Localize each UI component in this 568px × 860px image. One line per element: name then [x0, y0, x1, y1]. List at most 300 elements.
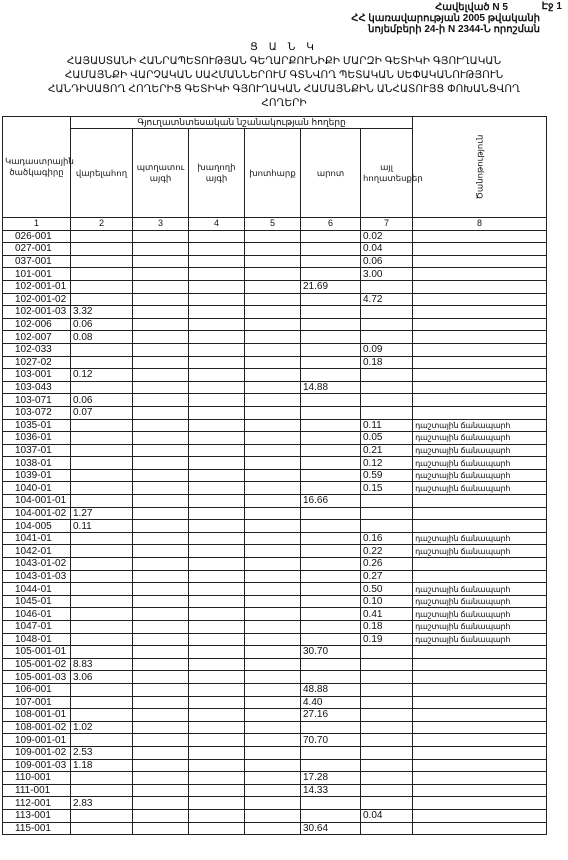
other-land-value	[361, 683, 413, 696]
column-number: 3	[133, 218, 189, 231]
vineyard-value	[189, 759, 245, 772]
orchard-value	[133, 595, 189, 608]
header-pasture: արոտ	[301, 129, 361, 218]
other-land-value: 0.41	[361, 608, 413, 621]
arable-value	[71, 570, 133, 583]
other-land-value: 0.26	[361, 558, 413, 571]
cadastral-code: 1047-01	[3, 621, 71, 634]
orchard-value	[133, 570, 189, 583]
table-row	[3, 583, 547, 596]
table-row	[3, 759, 547, 772]
header-orchard: պտղատու այգի	[133, 129, 189, 218]
pasture-value: 21.69	[301, 280, 361, 293]
table-row	[3, 734, 547, 747]
hayfield-value	[245, 369, 301, 382]
header-group: Գյուղատնտեսական նշանակության հողերը	[71, 117, 413, 129]
vineyard-value	[189, 230, 245, 243]
arable-value: 3.32	[71, 306, 133, 319]
arable-value	[71, 268, 133, 281]
pasture-value	[301, 406, 361, 419]
other-land-value	[361, 696, 413, 709]
table-row	[3, 469, 547, 482]
orchard-value	[133, 356, 189, 369]
cadastral-code: 105-001-01	[3, 646, 71, 659]
vineyard-value	[189, 595, 245, 608]
other-land-value	[361, 772, 413, 785]
hayfield-value	[245, 721, 301, 734]
note-value	[413, 784, 547, 797]
arable-value	[71, 683, 133, 696]
note-value	[413, 343, 547, 356]
table-row	[3, 671, 547, 684]
pasture-value	[301, 394, 361, 407]
cadastral-code: 1045-01	[3, 595, 71, 608]
table-row	[3, 482, 547, 495]
orchard-value	[133, 318, 189, 331]
table-row	[3, 495, 547, 508]
note-value	[413, 646, 547, 659]
other-land-value: 0.21	[361, 444, 413, 457]
vineyard-value	[189, 318, 245, 331]
vineyard-value	[189, 243, 245, 256]
orchard-value	[133, 583, 189, 596]
arable-value	[71, 255, 133, 268]
pasture-value	[301, 746, 361, 759]
arable-value: 1.02	[71, 721, 133, 734]
pasture-value	[301, 532, 361, 545]
orchard-value	[133, 746, 189, 759]
title-line-3: ՀԱՆԴԻՍԱՑՈՂ ՀՈՂԵՐԻՑ ԳԵՏԻԿԻ ԳՅՈՒՂԱԿԱՆ ՀԱՄԱՅՆՔԻՆ ԱՆՀԱՏՈՒՅՑ ՓՈԽԱՆՑՎՈՂ	[48, 83, 520, 95]
table-body	[3, 230, 547, 835]
cadastral-code: 104-005	[3, 520, 71, 533]
other-land-value	[361, 671, 413, 684]
other-land-value	[361, 797, 413, 810]
other-land-value: 0.16	[361, 532, 413, 545]
vineyard-value	[189, 381, 245, 394]
arable-value: 0.11	[71, 520, 133, 533]
other-land-value: 0.11	[361, 419, 413, 432]
header-hayfield: խոտհարք	[245, 129, 301, 218]
table-row	[3, 520, 547, 533]
table-row	[3, 809, 547, 822]
note-value	[413, 746, 547, 759]
hayfield-value	[245, 495, 301, 508]
table-row	[3, 683, 547, 696]
vineyard-value	[189, 255, 245, 268]
orchard-value	[133, 759, 189, 772]
note-value	[413, 369, 547, 382]
table-row	[3, 406, 547, 419]
vineyard-value	[189, 293, 245, 306]
vineyard-value	[189, 583, 245, 596]
note-value	[413, 280, 547, 293]
pasture-value: 14.88	[301, 381, 361, 394]
cadastral-code: 1038-01	[3, 457, 71, 470]
hayfield-value	[245, 230, 301, 243]
orchard-value	[133, 671, 189, 684]
column-number: 4	[189, 218, 245, 231]
pasture-value	[301, 507, 361, 520]
arable-value	[71, 444, 133, 457]
hayfield-value	[245, 734, 301, 747]
hayfield-value	[245, 293, 301, 306]
other-land-value	[361, 759, 413, 772]
hayfield-value	[245, 797, 301, 810]
column-number: 8	[413, 218, 547, 231]
pasture-value	[301, 482, 361, 495]
other-land-value	[361, 318, 413, 331]
arable-value	[71, 646, 133, 659]
vineyard-value	[189, 734, 245, 747]
vineyard-value	[189, 444, 245, 457]
orchard-value	[133, 293, 189, 306]
hayfield-value	[245, 746, 301, 759]
note-value	[413, 495, 547, 508]
pasture-value	[301, 432, 361, 445]
pasture-value	[301, 318, 361, 331]
note-value	[413, 570, 547, 583]
orchard-value	[133, 243, 189, 256]
hayfield-value	[245, 646, 301, 659]
arable-value	[71, 583, 133, 596]
hayfield-value	[245, 658, 301, 671]
orchard-value	[133, 306, 189, 319]
other-land-value	[361, 822, 413, 835]
pasture-value: 16.66	[301, 495, 361, 508]
pasture-value	[301, 583, 361, 596]
note-value	[413, 759, 547, 772]
other-land-value: 0.18	[361, 621, 413, 634]
cadastral-code: 101-001	[3, 268, 71, 281]
vineyard-value	[189, 495, 245, 508]
hayfield-value	[245, 306, 301, 319]
hayfield-value	[245, 432, 301, 445]
note-value	[413, 709, 547, 722]
other-land-value	[361, 646, 413, 659]
arable-value: 2.53	[71, 746, 133, 759]
vineyard-value	[189, 784, 245, 797]
cadastral-code: 1027-02	[3, 356, 71, 369]
note-value	[413, 772, 547, 785]
hayfield-value	[245, 822, 301, 835]
table-row	[3, 507, 547, 520]
appendix-number: Հավելված N 5	[435, 2, 508, 13]
note-value: դաշտային ճանապարհ	[413, 444, 547, 457]
appendix-decision: նոյեմբերի 24-ի N 2344-Ն որոշման	[368, 24, 540, 35]
table-row	[3, 633, 547, 646]
note-value	[413, 809, 547, 822]
table-row	[3, 696, 547, 709]
hayfield-value	[245, 280, 301, 293]
vineyard-value	[189, 683, 245, 696]
header-other: այլ հողատեսքեր	[361, 129, 413, 218]
cadastral-code: 1039-01	[3, 469, 71, 482]
pasture-value	[301, 469, 361, 482]
other-land-value: 0.02	[361, 230, 413, 243]
pasture-value	[301, 633, 361, 646]
vineyard-value	[189, 469, 245, 482]
arable-value	[71, 608, 133, 621]
other-land-value	[361, 331, 413, 344]
cadastral-code: 027-001	[3, 243, 71, 256]
other-land-value	[361, 495, 413, 508]
note-value: դաշտային ճանապարհ	[413, 633, 547, 646]
orchard-value	[133, 608, 189, 621]
arable-value	[71, 784, 133, 797]
table-row	[3, 306, 547, 319]
cadastral-code: 1041-01	[3, 532, 71, 545]
other-land-value: 0.15	[361, 482, 413, 495]
vineyard-value	[189, 633, 245, 646]
pasture-value	[301, 759, 361, 772]
hayfield-value	[245, 772, 301, 785]
cadastral-code: 1044-01	[3, 583, 71, 596]
cadastral-code: 112-001	[3, 797, 71, 810]
pasture-value: 17.28	[301, 772, 361, 785]
other-land-value	[361, 734, 413, 747]
table-row	[3, 570, 547, 583]
orchard-value	[133, 280, 189, 293]
note-value	[413, 255, 547, 268]
pasture-value	[301, 658, 361, 671]
arable-value: 0.08	[71, 331, 133, 344]
table-row	[3, 255, 547, 268]
other-land-value	[361, 784, 413, 797]
orchard-value	[133, 343, 189, 356]
orchard-value	[133, 558, 189, 571]
note-value: դաշտային ճանապարհ	[413, 583, 547, 596]
other-land-value	[361, 406, 413, 419]
table-row	[3, 343, 547, 356]
column-number: 6	[301, 218, 361, 231]
arable-value	[71, 381, 133, 394]
cadastral-code: 1048-01	[3, 633, 71, 646]
table-row	[3, 797, 547, 810]
vineyard-value	[189, 394, 245, 407]
pasture-value: 27.16	[301, 709, 361, 722]
cadastral-code: 103-043	[3, 381, 71, 394]
cadastral-code: 104-001-01	[3, 495, 71, 508]
other-land-value	[361, 721, 413, 734]
vineyard-value	[189, 268, 245, 281]
other-land-value	[361, 394, 413, 407]
other-land-value	[361, 507, 413, 520]
cadastral-code: 108-001-01	[3, 709, 71, 722]
cadastral-code: 1043-01-03	[3, 570, 71, 583]
cadastral-code: 108-001-02	[3, 721, 71, 734]
arable-value	[71, 243, 133, 256]
cadastral-code: 113-001	[3, 809, 71, 822]
note-value: դաշտային ճանապարհ	[413, 545, 547, 558]
pasture-value	[301, 293, 361, 306]
vineyard-value	[189, 532, 245, 545]
orchard-value	[133, 520, 189, 533]
other-land-value: 0.59	[361, 469, 413, 482]
hayfield-value	[245, 318, 301, 331]
table-row	[3, 545, 547, 558]
arable-value	[71, 457, 133, 470]
cadastral-code: 1043-01-02	[3, 558, 71, 571]
pasture-value	[301, 444, 361, 457]
pasture-value	[301, 331, 361, 344]
note-value	[413, 658, 547, 671]
pasture-value	[301, 243, 361, 256]
pasture-value: 30.64	[301, 822, 361, 835]
vineyard-value	[189, 520, 245, 533]
vineyard-value	[189, 746, 245, 759]
cadastral-code: 103-071	[3, 394, 71, 407]
orchard-value	[133, 507, 189, 520]
land-table	[2, 116, 547, 835]
page-marker: Էջ 1	[541, 1, 562, 12]
vineyard-value	[189, 482, 245, 495]
vineyard-value	[189, 721, 245, 734]
vineyard-value	[189, 369, 245, 382]
cadastral-code: 105-001-03	[3, 671, 71, 684]
hayfield-value	[245, 532, 301, 545]
cadastral-code: 102-007	[3, 331, 71, 344]
table-row	[3, 532, 547, 545]
pasture-value: 48.88	[301, 683, 361, 696]
pasture-value	[301, 419, 361, 432]
vineyard-value	[189, 822, 245, 835]
hayfield-value	[245, 558, 301, 571]
pasture-value	[301, 356, 361, 369]
hayfield-value	[245, 356, 301, 369]
orchard-value	[133, 419, 189, 432]
table-row	[3, 621, 547, 634]
arable-value	[71, 532, 133, 545]
cadastral-code: 1037-01	[3, 444, 71, 457]
vineyard-value	[189, 658, 245, 671]
orchard-value	[133, 734, 189, 747]
vineyard-value	[189, 797, 245, 810]
document-title	[0, 40, 568, 110]
vineyard-value	[189, 432, 245, 445]
table-row	[3, 381, 547, 394]
arable-value	[71, 545, 133, 558]
table-row	[3, 595, 547, 608]
arable-value	[71, 621, 133, 634]
table-row	[3, 331, 547, 344]
table-row	[3, 369, 547, 382]
arable-value: 0.07	[71, 406, 133, 419]
cadastral-code: 102-001-03	[3, 306, 71, 319]
pasture-value	[301, 520, 361, 533]
cadastral-code: 102-006	[3, 318, 71, 331]
table-row	[3, 608, 547, 621]
vineyard-value	[189, 608, 245, 621]
pasture-value: 70.70	[301, 734, 361, 747]
other-land-value: 0.12	[361, 457, 413, 470]
orchard-value	[133, 457, 189, 470]
arable-value	[71, 482, 133, 495]
note-value	[413, 331, 547, 344]
other-land-value	[361, 306, 413, 319]
pasture-value	[301, 369, 361, 382]
arable-value	[71, 822, 133, 835]
hayfield-value	[245, 520, 301, 533]
hayfield-value	[245, 683, 301, 696]
cadastral-code: 109-001-01	[3, 734, 71, 747]
orchard-value	[133, 331, 189, 344]
pasture-value	[301, 797, 361, 810]
other-land-value: 0.04	[361, 243, 413, 256]
arable-value	[71, 558, 133, 571]
orchard-value	[133, 532, 189, 545]
note-value	[413, 306, 547, 319]
vineyard-value	[189, 772, 245, 785]
orchard-value	[133, 381, 189, 394]
arable-value	[71, 293, 133, 306]
pasture-value: 4.40	[301, 696, 361, 709]
vineyard-value	[189, 419, 245, 432]
orchard-value	[133, 268, 189, 281]
hayfield-value	[245, 394, 301, 407]
table-row	[3, 268, 547, 281]
arable-value	[71, 356, 133, 369]
note-value: դաշտային ճանապարհ	[413, 608, 547, 621]
pasture-value	[301, 721, 361, 734]
note-value	[413, 318, 547, 331]
table-row	[3, 419, 547, 432]
note-value	[413, 243, 547, 256]
note-value	[413, 394, 547, 407]
hayfield-value	[245, 696, 301, 709]
hayfield-value	[245, 457, 301, 470]
vineyard-value	[189, 558, 245, 571]
table-row	[3, 746, 547, 759]
pasture-value	[301, 343, 361, 356]
note-value: դաշտային ճանապարհ	[413, 621, 547, 634]
hayfield-value	[245, 331, 301, 344]
note-value: դաշտային ճանապարհ	[413, 595, 547, 608]
orchard-value	[133, 621, 189, 634]
orchard-value	[133, 797, 189, 810]
cadastral-code: 1035-01	[3, 419, 71, 432]
hayfield-value	[245, 255, 301, 268]
header-vineyard: խաղողի այգի	[189, 129, 245, 218]
arable-value: 2.83	[71, 797, 133, 810]
table-row	[3, 318, 547, 331]
title-heading: Ց Ա Ն Կ	[250, 41, 318, 53]
hayfield-value	[245, 709, 301, 722]
note-value	[413, 406, 547, 419]
orchard-value	[133, 495, 189, 508]
table-row	[3, 558, 547, 571]
column-number: 2	[71, 218, 133, 231]
table-row	[3, 784, 547, 797]
orchard-value	[133, 772, 189, 785]
vineyard-value	[189, 570, 245, 583]
hayfield-value	[245, 545, 301, 558]
pasture-value	[301, 545, 361, 558]
orchard-value	[133, 545, 189, 558]
table-row	[3, 293, 547, 306]
arable-value	[71, 633, 133, 646]
orchard-value	[133, 709, 189, 722]
hayfield-value	[245, 482, 301, 495]
other-land-value: 0.22	[361, 545, 413, 558]
vineyard-value	[189, 621, 245, 634]
hayfield-value	[245, 419, 301, 432]
other-land-value: 0.04	[361, 809, 413, 822]
note-value: դաշտային ճանապարհ	[413, 432, 547, 445]
pasture-value	[301, 595, 361, 608]
orchard-value	[133, 696, 189, 709]
orchard-value	[133, 482, 189, 495]
orchard-value	[133, 646, 189, 659]
